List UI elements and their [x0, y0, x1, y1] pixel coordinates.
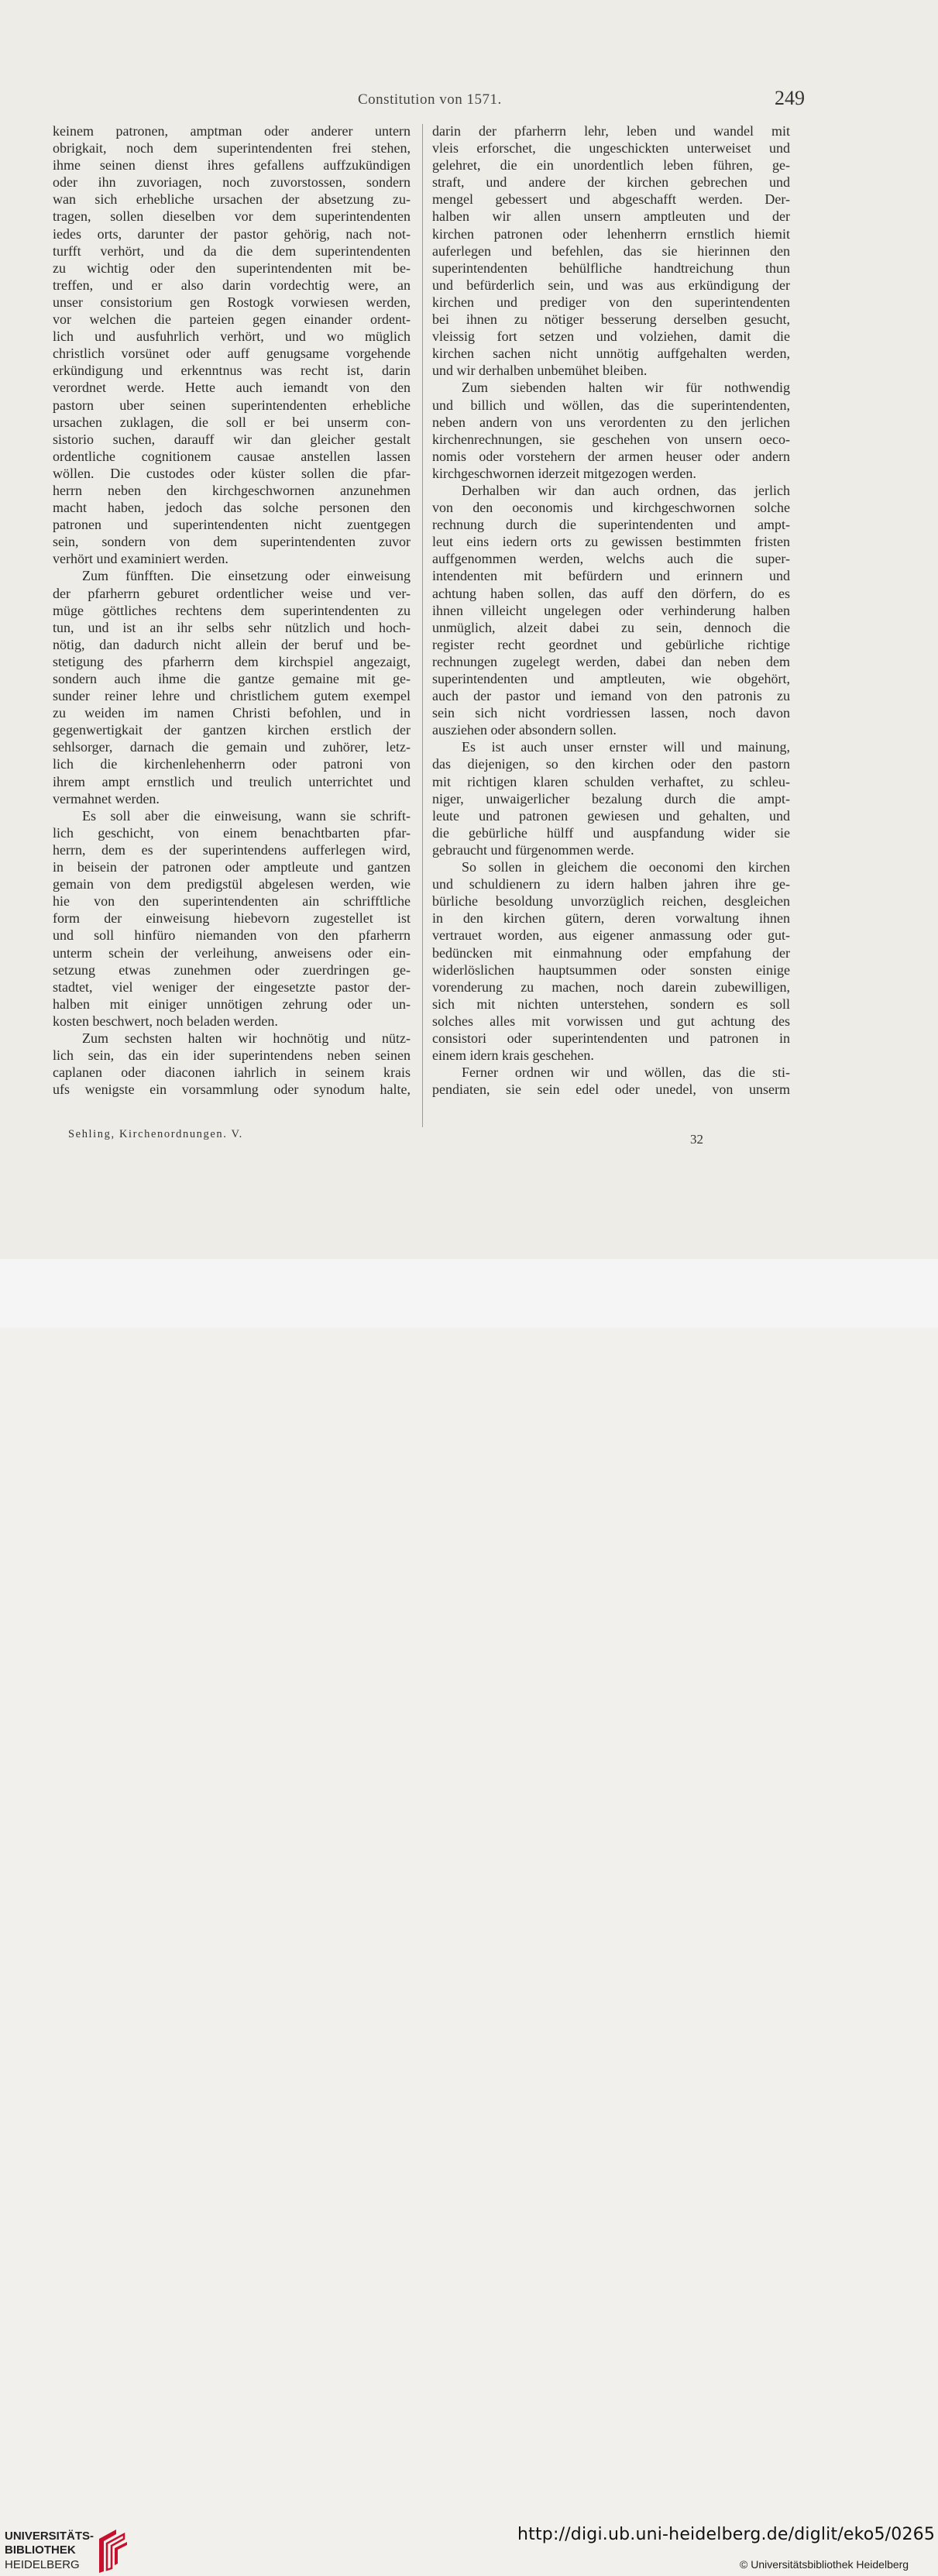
page-number: 249	[775, 87, 805, 109]
permalink-url[interactable]: http://digi.ub.uni-heidelberg.de/diglit/eko5/0265	[517, 2525, 936, 2544]
text-line: gelehret, die ein unordentlich leben führen, ge-	[432, 157, 790, 174]
text-line: sein, sondern von dem superintendenten zuvor	[53, 534, 411, 550]
right-text-column	[432, 122, 790, 1098]
text-line: herrn, dem es der superintendens aufferlegen wird,	[53, 841, 411, 858]
logo-text-line-1: UNIVERSITÄTS-	[5, 2530, 94, 2543]
text-line: unmüglich, alzeit dabei zu sein, dennoch die	[432, 619, 790, 635]
text-line: bürliche besoldung unvorzüglich reichen, desgleichen	[432, 893, 790, 910]
text-line: hie von den superintendenten ain schrifftliche	[53, 893, 411, 910]
text-line: darin der pfarherrn lehr, leben und wandel mit	[432, 123, 790, 139]
text-line: lich und ausfuhrlich verhört, und wo müglich	[53, 328, 411, 345]
left-text-column	[53, 122, 411, 1098]
text-line: wöllen. Die custodes oder küster sollen die pfar-	[53, 465, 411, 481]
text-line: stadtet, viel weniger der eingesetzte pastor der-	[53, 978, 411, 995]
text-line: rechnung durch die superintendenten und ampt-	[432, 517, 790, 533]
signature-mark: 32	[690, 1132, 703, 1147]
text-line: sich mit nichten unterstehen, sondern es soll	[432, 996, 790, 1012]
text-line: gebraucht und fürgenommen werde.	[432, 841, 634, 858]
text-line: Zum fünfften. Die einsetzung oder einweisung	[82, 568, 411, 584]
text-line: zu weiden im namen Christi befohlen, und in	[53, 705, 411, 721]
library-logo[interactable]	[0, 2530, 155, 2576]
text-line: ursachen zuklagen, die soll er bei unserm con-	[53, 414, 411, 430]
text-line: ihme seinen dienst ihres gefallens auffzukündigen	[53, 157, 411, 174]
text-line: leut eins iedern orts zu gewissen bestimmten fristen	[432, 534, 790, 550]
text-line: kirchen patronen oder lehenherrn ernstlich hiemit	[432, 225, 790, 242]
text-line: sehlsorger, darnach die gemain und zuhörer, letz-	[53, 739, 411, 755]
text-line: unser consistorium gen Rostogk vorwiesen werden,	[53, 294, 411, 310]
logo-text-line-3: HEIDELBERG	[5, 2558, 80, 2571]
text-line: straft, und andere der kirchen gebrechen und	[432, 174, 790, 191]
text-line: vleissig fort setzen und volziehen, damit die	[432, 328, 790, 345]
text-line: tragen, sollen dieselben vor dem superintendenten	[53, 208, 411, 225]
text-line: oder ihn zuvoriagen, noch zuvorstossen, sondern	[53, 174, 411, 191]
text-line: setzung etwas zunehmen oder zuerdringen ge-	[53, 961, 411, 978]
running-title: Constitution von 1571.	[358, 91, 502, 108]
library-logo-mark-icon	[93, 2528, 130, 2574]
text-line: christlich vorsünet oder auff genugsame vorgehende	[53, 346, 411, 362]
text-line: sein sich nicht vordriessen lassen, noch davon	[432, 705, 790, 721]
logo-text-line-2: BIBLIOTHEK	[5, 2543, 76, 2557]
text-line: superintendenten behülfliche handtreichung thun	[432, 260, 790, 276]
text-line: leute und patronen gewiesen und gehalten, und	[432, 807, 790, 824]
text-line: lich die kirchenlehenherrn oder patroni von	[53, 756, 411, 772]
text-line: vermahnet werden.	[53, 790, 160, 807]
text-line: lich geschicht, von einem benachtbarten pfar-	[53, 824, 411, 841]
text-line: herrn neben den kirchgeschwornen anzunehmen	[53, 482, 411, 498]
text-line: einem idern krais geschehen.	[432, 1047, 594, 1064]
text-line: mit richtigen klaren schulden verhaftet, zu schleu-	[432, 773, 790, 789]
text-line: und soll hinfüro niemanden von den pfarherrn	[53, 927, 411, 944]
text-line: macht haben, jedoch das solche personen den	[53, 500, 411, 516]
text-line: und wir derhalben unbemühet bleiben.	[432, 363, 648, 379]
text-line: pastorn uber seinen superintendenten erhebliche	[53, 397, 411, 413]
text-line: der pfarherrn geburet ordentlicher weise und ver-	[53, 585, 411, 601]
text-line: vorenderung zu machen, noch darein zubewilligen,	[432, 978, 790, 995]
text-line: ihnen villeicht ungelegen oder verhinderung halben	[432, 602, 790, 618]
text-line: gegenwertigkait der gantzen kirchen erstlich der	[53, 722, 411, 738]
text-line: und billich und wöllen, das die superintendenten,	[432, 397, 790, 413]
text-line: Es soll aber die einweisung, wann sie schrift-	[82, 807, 411, 824]
text-line: und schuldienern zu idern halben jahren ihre ge-	[432, 876, 790, 892]
text-line: auferlegen und befehlen, das sie hierinnen den	[432, 242, 790, 259]
text-line: iedes orts, darunter der pastor gehörig, nach not-	[53, 225, 411, 242]
text-line: halben wir allen unsern amptleuten und der	[432, 208, 790, 225]
text-line: sistorio suchen, darauff wir dan gleicher gestalt	[53, 431, 411, 447]
text-line: Derhalben wir dan auch ordnen, das jerlich	[462, 482, 790, 498]
text-line: müge göttliches rechtens dem superintendenten zu	[53, 602, 411, 618]
text-line: patronen und superintendenten nicht zuentgegen	[53, 517, 411, 533]
library-footer-bar	[0, 1259, 938, 2571]
text-line: intendenten mit befürdern und erinnern und	[432, 568, 790, 584]
text-line: solches alles mit vorwissen und gut achtung des	[432, 1013, 790, 1029]
text-line: consistori oder superintendenten und patronen in	[432, 1030, 790, 1046]
text-line: vor welchen die parteien gegen einander ordent-	[53, 311, 411, 328]
text-line: tun, und ist an ihr selbs sehr nützlich und hoch-	[53, 619, 411, 635]
text-line: keinem patronen, amptman oder anderer untern	[53, 123, 411, 139]
column-divider	[422, 124, 423, 1127]
text-line: register recht geordnet und gebürliche richtige	[432, 636, 790, 652]
text-line: treffen, und er also darin vordechtig were, an	[53, 277, 411, 293]
text-line: verhört und examiniert werden.	[53, 551, 228, 567]
text-line: nötig, dan dadurch nicht allein der beruf und be-	[53, 636, 411, 652]
text-line: vleis erforschet, die ungeschickten unterweiset und	[432, 140, 790, 156]
text-line: ausziehen oder absondern sollen.	[432, 722, 617, 738]
text-line: caplanen oder diaconen iahrlich in seinem krais	[53, 1064, 411, 1081]
text-line: zu wichtig oder den superintendenten mit be-	[53, 260, 411, 276]
text-line: bedüncken mit einmahnung oder empfahung der	[432, 944, 790, 961]
text-line: halben mit einiger unnötigen zehrung oder un-	[53, 996, 411, 1012]
text-line: wan sich erhebliche ursachen der absetzung zu-	[53, 191, 411, 208]
text-line: Ferner ordnen wir und wöllen, das die sti-	[462, 1064, 790, 1081]
text-line: niger, unwaigerlicher bezalung durch die ampt-	[432, 790, 790, 807]
text-line: sunder reiner lehre und christlichem gutem exempel	[53, 688, 411, 704]
text-line: mengel gebessert und abgeschafft werden. Der-	[432, 191, 790, 208]
text-line: auffgenommen werden, welchs auch die super-	[432, 551, 790, 567]
text-line: von den oeconomis und kirchgeschwornen solche	[432, 500, 790, 516]
text-line: bei ihnen zu nötiger besserung derselben gesucht,	[432, 311, 790, 328]
text-line: erkündigung und erkenntnus was recht ist, darin	[53, 363, 411, 379]
text-line: ordentliche cognitionem causae anstellen lassen	[53, 448, 411, 464]
text-line: sondern auch ihme die gantze gemaine mit ge-	[53, 671, 411, 686]
text-line: kirchen sachen nicht unnötig auffgehalten werden,	[432, 346, 790, 362]
text-line: rechnungen zugelegt werden, dabei dan neben dem	[432, 653, 790, 669]
text-line: superintendenten und amptleuten, wie obgehört,	[432, 671, 790, 686]
source-footnote: Sehling, Kirchenordnungen. V.	[68, 1128, 243, 1140]
text-line: ihrem ampt ernstlich und treulich unterrichtet und	[53, 773, 411, 789]
text-line: kirchgeschwornen iderzeit mitgezogen werden.	[432, 465, 696, 481]
text-line: neben andern von uns verordenten zu den jerlichen	[432, 414, 790, 430]
text-line: So sollen in gleichem die oeconomi den kirchen	[462, 859, 790, 875]
text-line: die gebürliche hülff und auspfandung wider sie	[432, 824, 790, 841]
text-line: kirchenrechnungen, sie geschehen von unsern oeco-	[432, 431, 790, 447]
scanned-page	[0, 0, 938, 1259]
text-line: lich sein, das ein ider superintendens neben seinen	[53, 1047, 411, 1064]
text-line: kosten beschwert, noch beladen werden.	[53, 1013, 278, 1029]
text-line: vertrauet worden, aus eigener anmassung oder gut-	[432, 927, 790, 944]
text-line: pendiaten, sie sein edel oder unedel, von unserm	[432, 1082, 790, 1098]
text-line: das diejenigen, so den kirchen oder den pastorn	[432, 756, 790, 772]
text-line: widerlöslichen hauptsummen oder sonsten einige	[432, 961, 790, 978]
text-line: verordnet werde. Hette auch iemandt von den	[53, 380, 411, 396]
copyright-notice: © Universitätsbibliothek Heidelberg	[740, 2558, 909, 2571]
text-line: Zum siebenden halten wir für nothwendig	[462, 380, 790, 396]
text-line: in den kirchen gütern, deren vorwaltung ihnen	[432, 910, 790, 927]
text-line: form der einweisung hiebevorn zugestellet ist	[53, 910, 411, 927]
text-line: turfft verhört, und da die dem superintendenten	[53, 242, 411, 259]
text-line: Es ist auch unser ernster will und mainung,	[462, 739, 790, 755]
text-line: nomis oder vorstehern der armen heuser oder andern	[432, 448, 790, 464]
text-line: achtung haben sollen, das auff den dörfern, do es	[432, 585, 790, 601]
text-line: gemain von dem predigstül abgelesen werden, wie	[53, 876, 411, 892]
text-line: kirchen und prediger von den superintendenten	[432, 294, 790, 310]
text-line: und befürderlich sein, und was aus erkündigung der	[432, 277, 790, 293]
text-line: auch der pastor und iemand von den patronis zu	[432, 688, 790, 704]
text-line: in beisein der patronen oder amptleute und gantzen	[53, 859, 411, 875]
text-line: unterm schein der verleihung, anweisens oder ein-	[53, 944, 411, 961]
text-line: ufs wenigste ein vorsammlung oder synodum halte,	[53, 1082, 411, 1098]
text-line: obrigkait, noch dem superintendenten frei stehen,	[53, 140, 411, 156]
text-line: Zum sechsten halten wir hochnötig und nütz-	[82, 1030, 411, 1046]
text-line: stetigung des pfarherrn dem kirchspiel angezaigt,	[53, 653, 411, 669]
